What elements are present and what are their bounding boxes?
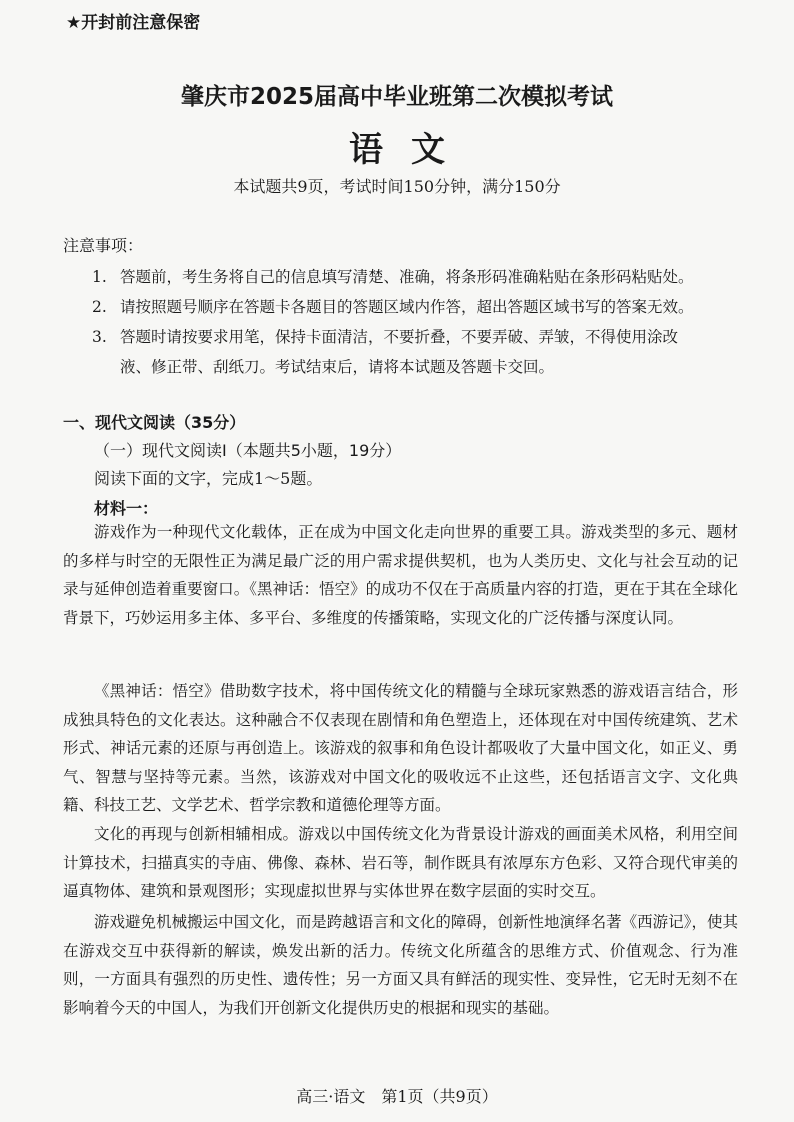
- paragraph: 文化的再现与创新相辅相成。游戏以中国传统文化为背景设计游戏的画面美术风格，利用空间计算技术，扫描真实的寺庙、佛像、森林、岩石等，制作既具有浓厚东方色彩、又符合现代审美的逼真物体、建筑和景观图形；实现虚拟世界与实体世界在数字层面的实时交互。: [63, 825, 738, 900]
- page-footer: 高三·语文 第1页（共9页）: [296, 1087, 498, 1106]
- subsection-heading: （一）现代文阅读Ⅰ（本题共5小题，19分）: [94, 441, 402, 460]
- confidential-mark: ★开封前注意保密: [66, 13, 201, 33]
- notice-item-number: 2.: [92, 298, 107, 316]
- section-heading: 一、现代文阅读（35分）: [63, 413, 246, 432]
- notice-item-text: 请按照题号顺序在答题卡各题目的答题区域内作答，超出答题区域书写的答案无效。: [120, 298, 694, 316]
- notice-item: [92, 322, 732, 382]
- notice-item: [92, 292, 732, 322]
- notice-item-text: 答题前，考生务将自己的信息填写清楚、准确，将条形码准确粘贴在条形码粘贴处。: [120, 268, 694, 286]
- exam-title: 肇庆市2025届高中毕业班第二次模拟考试: [180, 84, 613, 110]
- material-label: 材料一：: [94, 499, 159, 518]
- reading-instruction: 阅读下面的文字，完成1～5题。: [94, 469, 323, 488]
- notice-item: [92, 262, 732, 292]
- paragraph: 《黑神话：悟空》借助数字技术，将中国传统文化的精髓与全球玩家熟悉的游戏语言结合，形成独具特色的文化表达。这种融合不仅表现在剧情和角色塑造上，还体现在对中国传统建筑、艺术形式、神话元素的还原与再创造上。该游戏的叙事和角色设计都吸收了大量中国文化，如正义、勇气、智慧与坚持等元素。当然，该游戏对中国文化的吸收远不止这些，还包括语言文字、文化典籍、科技工艺、文学艺术、哲学宗教和道德伦理等方面。: [63, 682, 738, 814]
- paragraph: 游戏避免机械搬运中国文化，而是跨越语言和文化的障碍，创新性地演绎名著《西游记》，使其在游戏交互中获得新的解读，焕发出新的活力。传统文化所蕴含的思维方式、价值观念、行为准则，一方面具有强烈的历史性、遗传性；另一方面又具有鲜活的现实性、变异性，它无时无刻不在影响着今天的中国人，为我们开创新文化提供历史的根据和现实的基础。: [63, 913, 738, 1017]
- notice-heading: 注意事项：: [63, 236, 144, 255]
- notice-item-number: 3.: [92, 328, 107, 346]
- paragraph: 游戏作为一种现代文化载体，正在成为中国文化走向世界的重要工具。游戏类型的多元、题材的多样与时空的无限性正为满足最广泛的用户需求提供契机，也为人类历史、文化与社会互动的记录与延伸创造着重要窗口。《黑神话：悟空》的成功不仅在于高质量内容的打造，更在于其在全球化背景下，巧妙运用多主体、多平台、多维度的传播策略，实现文化的广泛传播与深度认同。: [63, 523, 738, 627]
- subject-title: 语文: [349, 130, 473, 170]
- notice-item-number: 1.: [92, 268, 107, 286]
- exam-info: 本试题共9页，考试时间150分钟，满分150分: [233, 177, 561, 196]
- notice-item-continuation: 液、修正带、刮纸刀。考试结束后，请将本试题及答题卡交回。: [120, 358, 555, 376]
- notice-item-text: 答题时请按要求用笔，保持卡面清洁，不要折叠，不要弄破、弄皱，不得使用涂改: [120, 328, 679, 346]
